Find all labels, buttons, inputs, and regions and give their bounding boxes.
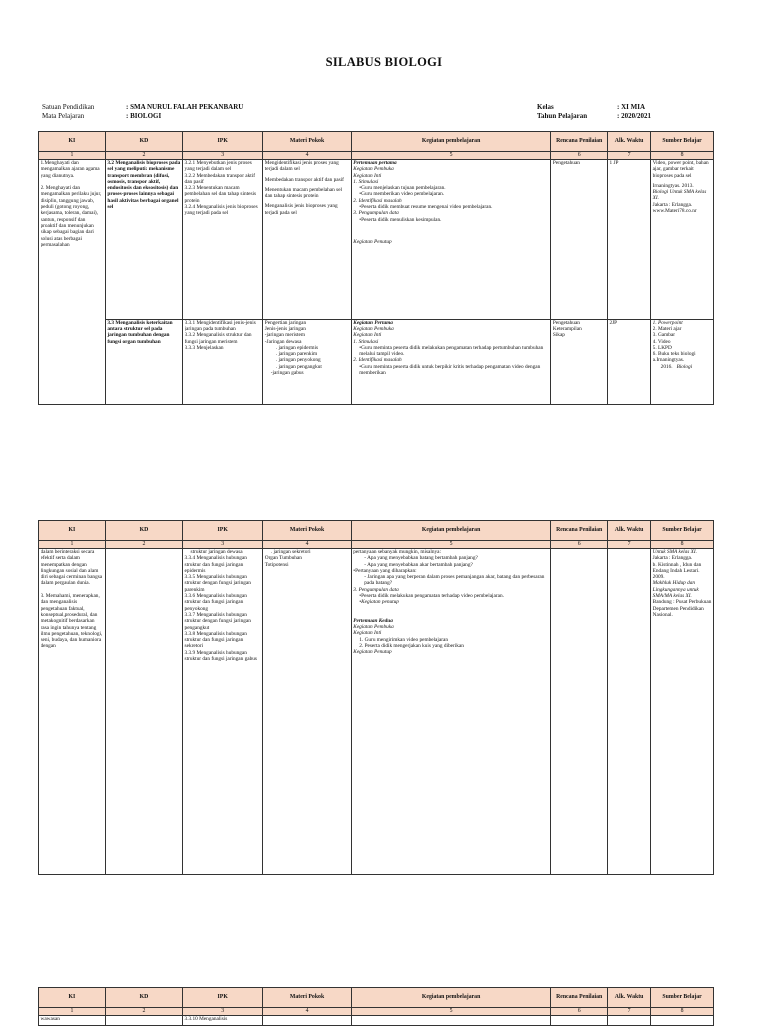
ipk-item: 3.3.5 Menganalisis hubungan struktur dengan fungsi jaringan parenkim: [184, 574, 251, 593]
header-kegiatan: Kegiatan pembelajaran: [351, 132, 551, 152]
header-waktu: Alk. Waktu: [607, 132, 650, 152]
header-ipk: IPK: [183, 988, 263, 1008]
materi-item: Organ Tumbuhan: [264, 555, 302, 562]
step-label: 3. Pengumpulan data: [353, 586, 399, 593]
header-materi: Materi Pokok: [263, 521, 351, 541]
sumber-cell: [651, 549, 714, 875]
sumber-item: Jakarta : Erlangga.: [652, 201, 693, 208]
ipk-item: 3.3.1 Mengidentifikasi jenis-jenis jaringan pada tumbuhan: [184, 319, 256, 332]
ipk-cell: [183, 160, 263, 320]
sumber-item: Irnaningtyas. 2013.: [652, 182, 694, 189]
penilaian-cell: [551, 549, 608, 875]
kelas-label: Kelas: [537, 103, 554, 111]
waktu-cell: [607, 319, 650, 404]
materi-cell: [263, 549, 351, 875]
page-title: SILABUS BIOLOGI: [325, 55, 443, 69]
materi-cell: [263, 160, 351, 320]
kegiatan-penutup: Kegiatan Penutup: [353, 238, 392, 245]
meta-right: [537, 103, 587, 121]
kegiatan-heading: Pertemuan pertama: [353, 160, 397, 166]
ipk-item: 3.2.1 Menyebutkan jenis proses yang terjadi dalam sel: [184, 160, 252, 173]
header-kegiatan: Kegiatan pembelajaran: [351, 521, 551, 541]
col-number: 2: [105, 152, 182, 160]
materi-item: Jenis-jenis jaringan: [264, 325, 306, 332]
ki-text: wawasan: [40, 1016, 60, 1022]
kegiatan-pembuka: Kegiatan Pembuka: [353, 623, 394, 630]
header-waktu: Alk. Waktu: [607, 988, 650, 1008]
ipk-item: 3.3.2 Menganalisis struktur dan fungsi jaringan meristem: [184, 332, 252, 345]
sumber-cell: [651, 160, 714, 320]
step-label: 3. Pengumpulan data: [353, 210, 399, 217]
question-text: Jaringan apa yang berperan dalam proses pemanjangan akar, batang dan perbesaran pada batang?: [364, 574, 545, 587]
ipk-cell: [183, 549, 263, 875]
col-number: 7: [607, 1008, 650, 1016]
bullet-item: • Peserta didik menuliskan kesimpulan.: [353, 217, 549, 223]
sumber-item: b. Kistinnah , Idun dan Endang Indah Lestari. 2009.: [652, 561, 702, 581]
col-number: 4: [263, 152, 351, 160]
question-text: Apa yang menyebabkan batang bertambah panjang?: [367, 555, 478, 562]
tahun-value: : 2020/2021: [617, 112, 652, 120]
header-ki: KI: [39, 521, 106, 541]
ipk-item: 3.2.3 Menentukan macam pembelahan sel dan tahap sintesis protein: [184, 185, 257, 204]
ipk-item: 3.3.3 Menjelaskan: [184, 344, 224, 351]
col-number: 4: [263, 541, 351, 549]
kegiatan-line: pertanyaan sebanyak mungkin, misalnya:: [353, 549, 441, 555]
sumber-item: [653, 364, 712, 370]
header-ipk: IPK: [183, 132, 263, 152]
col-number: 1: [39, 1008, 106, 1016]
sumber-item: Bandung : Pusat Perbukuan Departemen Pendidikan Nasional.: [652, 599, 712, 618]
sumber-item: Makhluk Hidup dan Lingkungannya untuk SMA/MA kelas XI.: [652, 580, 699, 600]
satuan-value: : SMA NURUL FALAH PEKANBARU: [126, 103, 244, 111]
ipk-item: 3.3.9 Menganalisis hubungan struktur dan fungsi jaringan gabus: [184, 649, 257, 663]
header-materi: Materi Pokok: [263, 988, 351, 1008]
header-ipk: IPK: [183, 521, 263, 541]
step-label: 1. Stimulasi: [353, 338, 379, 345]
ipk-item: struktur jaringan dewasa: [190, 549, 243, 555]
sumber-title: Biologi: [676, 363, 693, 370]
header-sumber: Sumber Belajar: [651, 521, 714, 541]
materi-item: . jaringan sekretori: [270, 549, 311, 555]
materi-item: Menganalisis jenis bioproses yang terjadi pada sel: [264, 203, 338, 216]
meta-left-values: [126, 103, 243, 121]
col-number: 6: [551, 152, 608, 160]
col-number: 1: [39, 541, 106, 549]
penilaian-text: Pengetahuan: [552, 160, 580, 166]
ki-text: 1.Menghayati dan mengamalkan ajaran agama yang dianutnya. 2. Menghayati dan mengamalkan perilaku jujur, disiplin, tanggung jawab, peduli (gotong royong, kerjasama, toleran, damai), santun, responsif dan proaktif dan menunjukan sikap sebagai bagian dari solusi atas berbagai permasalahan: [40, 160, 102, 248]
sumber-item: Untuk SMA kelas XI.: [652, 549, 697, 555]
materi-item: . jaringan pengangkut: [275, 363, 322, 370]
bullet-item: • Guru memberikan video pembelajaran.: [353, 191, 549, 197]
ipk-item: 3.3.8 Menganalisis hubungan struktur dan fungsi jaringan sekretori: [184, 630, 247, 650]
header-penilaian: Rencana Penilaian: [551, 988, 608, 1008]
col-number: 4: [263, 1008, 351, 1016]
step-label: 2. Identifikasi masalah: [353, 357, 402, 364]
question-text: Apa yang menyebabkan akar bertambah panjang?: [367, 561, 473, 568]
step-label: 1. Stimulasi: [353, 178, 379, 185]
ipk-item: 3.3.7 Menganalisis hubungan struktur dengan fungsi jaringan pengangkut: [184, 611, 251, 631]
syllabus-table-page1: [38, 131, 714, 405]
col-number: 1: [39, 152, 106, 160]
col-number: 6: [551, 541, 608, 549]
col-number: 5: [351, 152, 551, 160]
col-number: 3: [183, 541, 263, 549]
col-number: 8: [651, 541, 714, 549]
waktu-text: 2JP: [609, 319, 618, 326]
materi-item: -Jaringan dewasa: [264, 338, 302, 345]
col-number: 8: [651, 1008, 714, 1016]
header-sumber: Sumber Belajar: [651, 988, 714, 1008]
materi-item: . jaringan parenkim: [275, 351, 318, 358]
sumber-item: Jakarta : Erlangga.: [652, 555, 693, 562]
sumber-item: 5. LKPD: [652, 344, 672, 351]
sumber-item: 4. Video: [652, 338, 671, 345]
kegiatan-cell: [351, 1016, 551, 1026]
kegiatan-cell: [351, 160, 551, 320]
bullet-item: • Guru meminta peserta didik untuk berpikir kritis terhadap pengamatan video dengan memberikan: [353, 364, 549, 377]
materi-item: -jaringan gabus: [270, 370, 304, 377]
penilaian-cell: [551, 1016, 608, 1026]
kegiatan-heading: Kegiatan Pertama: [353, 319, 393, 326]
sumber-item: 6. Buku teks biologi: [652, 351, 696, 358]
sumber-cell: [651, 319, 714, 404]
col-number: 7: [607, 541, 650, 549]
bullet-item: • Peserta didik melakukan pengamatan terhadap video pembelajaran.: [353, 593, 549, 599]
col-number: 7: [607, 152, 650, 160]
ki-cell: [39, 1016, 106, 1026]
header-kd: KD: [105, 988, 182, 1008]
kelas-value: : XI MIA: [617, 103, 645, 111]
kd-cell: [105, 319, 182, 404]
col-number: 8: [651, 152, 714, 160]
kd-text: 3.3 Menganalisis keterkaitan antara struktur sel pada jaringan tumbuhan dengan fungsi organ tumbuhan: [107, 319, 173, 345]
materi-cell: [263, 1016, 351, 1026]
sumber-cell: [651, 1016, 714, 1026]
kegiatan-cell: [351, 549, 551, 875]
numbered-item: 1. Guru mengirimkan video pembelajaran: [359, 636, 448, 643]
penilaian-cell: [551, 319, 608, 404]
materi-item: Menentukan macam pembelahan sel dan tahap sintesis protein: [264, 186, 343, 200]
header-ki: KI: [39, 988, 106, 1008]
col-number: 3: [183, 1008, 263, 1016]
ipk-cell: [183, 1016, 263, 1026]
syllabus-table-page3: [38, 987, 714, 1026]
bullet-item: • Pertanyaan yang diharapkan:: [353, 568, 549, 574]
meta-right-values: [617, 103, 651, 121]
meta-left: [42, 103, 94, 121]
kd-cell: [105, 549, 182, 875]
ipk-item: 3.3.10 Menganalisis: [184, 1016, 228, 1022]
header-kd: KD: [105, 132, 182, 152]
syllabus-table-page2: [38, 520, 714, 875]
sumber-item: 2. Materi ajar: [652, 325, 682, 332]
question-item: - Apa yang menyebabkan batang bertambah panjang?: [364, 555, 478, 562]
kegiatan-inti: Kegiatan Inti: [353, 630, 382, 637]
header-penilaian: Rencana Penilaian: [551, 132, 608, 152]
waktu-text: 1 JP: [609, 160, 619, 166]
col-number: 6: [551, 1008, 608, 1016]
kegiatan-pembuka: Kegiatan Pembuka: [353, 166, 394, 173]
step-label: 2. Identifikasi masalah: [353, 197, 402, 204]
materi-item: -jaringan meristem: [264, 332, 305, 339]
kegiatan-cell: [351, 319, 551, 404]
sumber-item: 3. Gambar: [652, 332, 676, 339]
mapel-value: : BIOLOGI: [126, 112, 162, 120]
waktu-cell: [607, 549, 650, 875]
sumber-item: 1. Powerpoint: [652, 319, 683, 326]
ipk-item: 3.3.4 Menganalisis hubungan struktur dan fungsi jaringan epidermis: [184, 555, 247, 574]
materi-cell: [263, 319, 351, 404]
bullet-item: • Kegiatan penutup: [353, 599, 549, 605]
question-item: - Apa yang menyebabkan akar bertambah panjang?: [364, 561, 473, 568]
numbered-item: 2. Peserta didik mengerjakan kuis yang diberikan: [359, 642, 464, 649]
materi-item: . jaringan penyokong: [275, 357, 321, 364]
header-kd: KD: [105, 521, 182, 541]
ki-cell: [39, 160, 106, 405]
header-kegiatan: Kegiatan pembelajaran: [351, 988, 551, 1008]
kegiatan-inti: Kegiatan Inti: [353, 332, 382, 339]
ki-text: dalam berinteraksi secara efektif serta dalam menempatkan dengan lingkungan sosial dan alam diri sebagai cerminan bangsa dalam pergaulan dunia. 3. Memahami, menerapkan, dan menganalisis pengetahuan faktual, konseptual,prosedural, dan metakognitif berdasarkan rasa ingin tahunya tentang ilmu pengetahuan, teknologi, seni, budaya, dan humaniora dengan: [40, 549, 103, 650]
waktu-cell: [607, 1016, 650, 1026]
kegiatan-heading: Pertemuan Kedua: [353, 617, 393, 624]
ipk-cell: [183, 319, 263, 404]
materi-item: Pengertian jaringan: [264, 319, 307, 326]
header-sumber: Sumber Belajar: [651, 132, 714, 152]
header-waktu: Alk. Waktu: [607, 521, 650, 541]
waktu-cell: [607, 160, 650, 320]
sumber-item: Biologi Untuk SMA kelas XI.: [652, 189, 707, 202]
col-number: 2: [105, 541, 182, 549]
ipk-item: 3.2.2 Membedakan transpor aktif dan pasif: [184, 172, 256, 185]
materi-item: Totipotensi: [264, 561, 289, 568]
kd-cell: [105, 1016, 182, 1026]
header-penilaian: Rencana Penilaian: [551, 521, 608, 541]
tahun-label: Tahun Pelajaran: [537, 112, 588, 120]
penilaian-text: Pengetahuan Keterampilan Sikap: [552, 319, 582, 339]
kd-text: 3.2 Menganalisis bioproses pada sel yang meliputi: mekanisme transport membran (difusi, osmosis, transpor aktif, endositosis dan eksositosis) dan proses-proses lainnya sebagai hasil aktivitas berbagai organel sel: [107, 160, 181, 211]
ki-cell: [39, 549, 106, 875]
materi-item: . jaringan epidermis: [275, 344, 319, 351]
sumber-item: a.Irnaningtyas.: [652, 357, 685, 364]
col-number: 3: [183, 152, 263, 160]
col-number: 5: [351, 1008, 551, 1016]
kegiatan-inti: Kegiatan Inti: [353, 172, 382, 179]
sumber-item: www.Materi78.co.nr: [652, 208, 697, 215]
ipk-item: 3.2.4 Menganalisis jenis bioproses yang terjadi pada sel: [184, 204, 258, 217]
header-ki: KI: [39, 132, 106, 152]
kegiatan-penutup: Kegiatan Penutup: [353, 649, 392, 656]
sumber-item: Video, power point, bahan ajar, gambar terkait bioproses pada sel: [652, 160, 709, 179]
ipk-item: 3.3.6 Menganalisis hubungan struktur dan fungsi jaringan penyokong: [184, 593, 247, 612]
materi-item: Membedakan transpor aktif dan pasif: [264, 176, 344, 183]
bullet-item: • Peserta didik membuat resume mengenai video pembelajaran.: [353, 204, 549, 210]
sumber-year: 2016.: [660, 363, 673, 370]
kegiatan-pembuka: Kegiatan Pembuka: [353, 325, 394, 332]
bullet-item: • Guru menjelaskan tujuan pembelajaran.: [353, 185, 549, 191]
bullet-item: • Guru meminta peserta didik melakukan pengamatan terhadap pertumbuhan tumbuhan melalui tampil video.: [353, 345, 549, 358]
mapel-label: Mata Pelajaran: [42, 112, 85, 120]
materi-item: Mengidentifikasi jenis proses yang terjadi dalam sel: [264, 160, 339, 173]
question-item: - Jaringan apa yang berperan dalam proses pemanjangan akar, batang dan perbesaran pada batang?: [364, 574, 545, 587]
kd-cell: [105, 160, 182, 320]
col-number: 2: [105, 1008, 182, 1016]
penilaian-cell: [551, 160, 608, 320]
satuan-label: Satuan Pendidikan: [42, 103, 95, 111]
header-materi: Materi Pokok: [263, 132, 351, 152]
col-number: 5: [351, 541, 551, 549]
